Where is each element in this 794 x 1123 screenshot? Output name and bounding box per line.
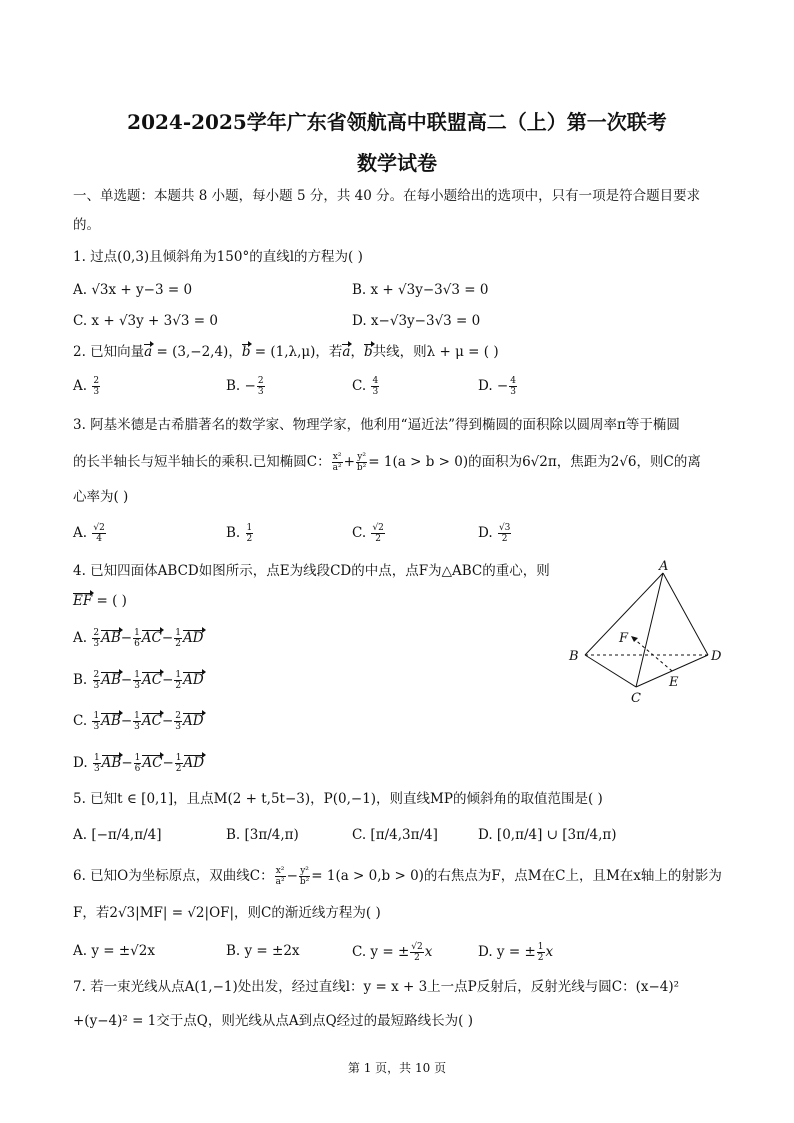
label-a: A (659, 559, 669, 574)
q6-line1 (73, 866, 722, 887)
fraction (371, 376, 379, 397)
edge-ac (636, 573, 663, 687)
option-letter: C. (73, 713, 88, 729)
denominator: 2 (175, 639, 181, 649)
option-letter: B. (226, 525, 241, 541)
denominator: 4 (96, 534, 102, 544)
q4-option-b (73, 670, 204, 691)
denominator: b² (299, 877, 310, 887)
page-footer: 第 1 页，共 10 页 (347, 1061, 447, 1075)
q1-option-c: C. x + √3y + 3√3 = 0 (73, 313, 218, 329)
numerator: 1 (175, 670, 182, 680)
numerator: 1 (134, 628, 140, 638)
label-b: B (569, 649, 579, 664)
fraction (246, 523, 254, 544)
option-letter: D. − (478, 378, 509, 394)
option-tail: x (545, 944, 554, 960)
vector: AC (141, 672, 163, 688)
minus-sign: − (120, 713, 133, 729)
q3-text: = 1(a > b > 0)的面积为6√2π，焦距为2√6，则C的离 (368, 454, 701, 470)
minus-sign: − (120, 672, 133, 688)
numerator: x² (332, 452, 342, 462)
q3-line1: 3. 阿基米德是古希腊著名的数学家、物理学家，他利用“逼近法”得到椭圆的面积除以圆周率π等于椭圆 (73, 417, 680, 433)
fraction (92, 523, 105, 544)
fraction (175, 753, 183, 774)
q5-option-b: B. [3π/4,π) (226, 827, 299, 843)
denominator: 3 (93, 764, 100, 774)
denominator: 3 (93, 722, 100, 732)
fraction (174, 628, 182, 649)
label-d: D (711, 649, 722, 664)
denominator: 3 (93, 387, 100, 397)
vector: AB (101, 630, 121, 646)
minus-sign: − (286, 868, 298, 884)
q2-stem-part: = (1,λ,μ)，若 (250, 344, 343, 360)
numerator: 1 (175, 753, 182, 763)
q5-stem: 5. 已知t ∈ [0,1]，且点M(2 + t,5t−3)，P(0,−1)，则直线MP的倾斜角的取值范围是( ) (73, 791, 603, 807)
q2-option-d (478, 376, 518, 397)
numerator: 2 (257, 376, 264, 386)
numerator: 1 (175, 628, 181, 638)
denominator: 2 (375, 534, 382, 544)
q2-option-c (352, 376, 380, 397)
q3-option-a (73, 523, 107, 544)
q6-text: 6. 已知O为坐标原点，双曲线C： (73, 868, 274, 884)
edge-ad (663, 573, 708, 655)
fraction (332, 452, 343, 473)
numerator: 2 (93, 670, 100, 680)
denominator: a² (275, 877, 285, 887)
option-letter: A. (73, 630, 88, 646)
denominator: a² (332, 463, 342, 473)
q2-stem-part: 共线，则λ + μ = ( ) (372, 344, 499, 360)
option-letter: B. (73, 672, 88, 688)
option-letter: C. (352, 525, 367, 541)
q4-option-a (73, 628, 204, 649)
fraction (174, 670, 182, 691)
minus-sign: − (161, 713, 174, 729)
plus-sign: + (343, 454, 355, 470)
q1-option-d: D. x−√3y−3√3 = 0 (352, 313, 481, 329)
numerator: √2 (372, 523, 384, 533)
option-letter: D. y = ± (478, 944, 536, 960)
minus-sign: − (162, 672, 174, 688)
numerator: x² (275, 866, 285, 876)
numerator: √3 (498, 523, 511, 533)
denominator: 3 (257, 387, 264, 397)
vector: AC (141, 630, 162, 646)
q1-option-b: B. x + √3y−3√3 = 0 (352, 282, 489, 298)
denominator: 3 (93, 681, 100, 691)
numerator: √2 (93, 523, 105, 533)
q6-line2: F，若2√3|MF| = √2|OF|，则C的渐近线方程为( ) (73, 905, 381, 921)
vector: AD (183, 755, 205, 771)
q5-option-a: A. [−π/4,π/4] (73, 827, 162, 843)
option-letter: D. (478, 525, 493, 541)
q2-option-a (73, 376, 101, 397)
minus-sign: − (161, 630, 174, 646)
q2-stem-part: = (3,−2,4)， (152, 344, 242, 360)
q7-line2: +(y−4)² = 1交于点Q，则光线从点A到点Q经过的最短路线长为( ) (73, 1013, 473, 1029)
label-f: F (619, 631, 629, 646)
denominator: 2 (501, 534, 508, 544)
numerator: 2 (93, 376, 100, 386)
denominator: 2 (414, 953, 420, 963)
numerator: 4 (372, 376, 379, 386)
fraction (410, 942, 423, 963)
segment-ef (633, 638, 672, 671)
denominator: 6 (134, 639, 140, 649)
fraction (257, 376, 265, 397)
page-subtitle: 数学试卷 (357, 151, 437, 175)
q2-option-b (226, 376, 266, 397)
q4-option-c (73, 711, 204, 732)
label-c: C (631, 691, 641, 706)
q3-option-c (352, 523, 386, 544)
q5-option-c: C. [π/4,3π/4] (352, 827, 438, 843)
denominator: 3 (175, 722, 182, 732)
section-heading-line2: 的。 (73, 217, 100, 233)
option-tail: x (424, 944, 433, 960)
edge-bc (585, 655, 636, 687)
vector: AC (141, 713, 162, 729)
fraction (537, 942, 545, 963)
q3-option-d (478, 523, 512, 544)
option-letter: C. y = ± (352, 944, 410, 960)
minus-sign: − (121, 755, 133, 771)
q5-option-d: D. [0,π/4] ∪ [3π/4,π) (478, 827, 617, 843)
numerator: 1 (537, 942, 544, 952)
q3-line3: 心率为( ) (73, 489, 129, 505)
fraction (133, 711, 141, 732)
denominator: 6 (134, 764, 141, 774)
vector-a: a (342, 344, 351, 360)
q1-stem: 1. 过点(0,3)且倾斜角为150°的直线l的方程为( ) (73, 249, 363, 265)
q4-line2 (73, 592, 127, 610)
vector: AB (101, 672, 121, 688)
q2-stem-part: 2. 已知向量 (73, 344, 145, 360)
q2-stem-part: ， (350, 344, 364, 360)
numerator: y² (357, 452, 366, 462)
numerator: 1 (134, 670, 140, 680)
option-letter: A. (73, 378, 88, 394)
option-letter: B. − (226, 378, 256, 394)
q3-line2 (73, 452, 701, 473)
denominator: 3 (510, 387, 516, 397)
option-letter: A. (73, 525, 88, 541)
page-title: 2024-2025学年广东省领航高中联盟高二（上）第一次联考 (127, 110, 667, 134)
arrow-head (631, 636, 638, 642)
numerator: 1 (246, 523, 253, 533)
q3-option-b (226, 523, 254, 544)
denominator: 2 (175, 764, 182, 774)
fraction (134, 753, 142, 774)
fraction (299, 866, 310, 887)
numerator: 2 (93, 628, 100, 638)
fraction (93, 753, 101, 774)
fraction (174, 711, 182, 732)
denominator: b² (356, 463, 367, 473)
q6-option-c (352, 942, 432, 963)
q6-option-a: A. y = ±√2x (73, 943, 155, 959)
denominator: 2 (175, 681, 182, 691)
denominator: 2 (537, 953, 544, 963)
numerator: 1 (93, 753, 100, 763)
vector: AD (182, 630, 204, 646)
q4-text: = ( ) (92, 593, 127, 609)
fraction (371, 523, 384, 544)
fraction (509, 376, 517, 397)
denominator: 3 (134, 681, 140, 691)
q3-text: 的长半轴长与短半轴长的乘积.已知椭圆C： (73, 454, 331, 470)
vector: AC (142, 755, 163, 771)
q6-option-b: B. y = ±2x (226, 943, 300, 959)
vector: AB (101, 713, 121, 729)
option-letter: C. (352, 378, 367, 394)
q6-option-d (478, 942, 553, 963)
numerator: 1 (134, 711, 140, 721)
vector-a: a (144, 344, 153, 360)
minus-sign: − (162, 755, 174, 771)
fraction (356, 452, 367, 473)
minus-sign: − (120, 630, 133, 646)
q4-option-d (73, 753, 204, 774)
fraction (133, 628, 141, 649)
vector: AD (183, 672, 204, 688)
tetrahedron-figure (560, 556, 730, 706)
vector: AD (183, 713, 204, 729)
numerator: 2 (175, 711, 182, 721)
vector: AB (101, 755, 122, 771)
numerator: 1 (134, 753, 141, 763)
denominator: 3 (93, 639, 100, 649)
q4-line1: 4. 已知四面体ABCD如图所示，点E为线段CD的中点，点F为△ABC的重心，则 (73, 563, 550, 579)
denominator: 2 (246, 534, 253, 544)
numerator: y² (300, 866, 309, 876)
fraction (92, 711, 100, 732)
numerator: √2 (411, 942, 423, 952)
fraction (92, 628, 100, 649)
numerator: 4 (510, 376, 516, 386)
numerator: 1 (93, 711, 100, 721)
fraction (92, 376, 100, 397)
denominator: 3 (134, 722, 140, 732)
vector-ef: EF (73, 593, 93, 609)
q7-line1: 7. 若一束光线从点A(1,−1)处出发，经过直线l：y = x + 3上一点P反射后，反射光线与圆C：(x−4)² (73, 979, 680, 995)
label-e: E (669, 675, 679, 690)
vector-b: b (363, 344, 373, 360)
denominator: 3 (372, 387, 379, 397)
fraction (93, 670, 101, 691)
fraction (275, 866, 286, 887)
option-letter: D. (73, 755, 88, 771)
fraction (133, 670, 141, 691)
vector-b: b (241, 344, 251, 360)
q2-stem (73, 343, 499, 361)
section-heading-line1: 一、单选题：本题共 8 小题，每小题 5 分，共 40 分。在每小题给出的选项中，只有一项是符合题目要求 (73, 188, 701, 204)
q6-text: = 1(a > 0,b > 0)的右焦点为F，点M在C上，且M在x轴上的射影为 (311, 868, 722, 884)
fraction (498, 523, 511, 544)
q1-option-a: A. √3x + y−3 = 0 (73, 282, 193, 298)
